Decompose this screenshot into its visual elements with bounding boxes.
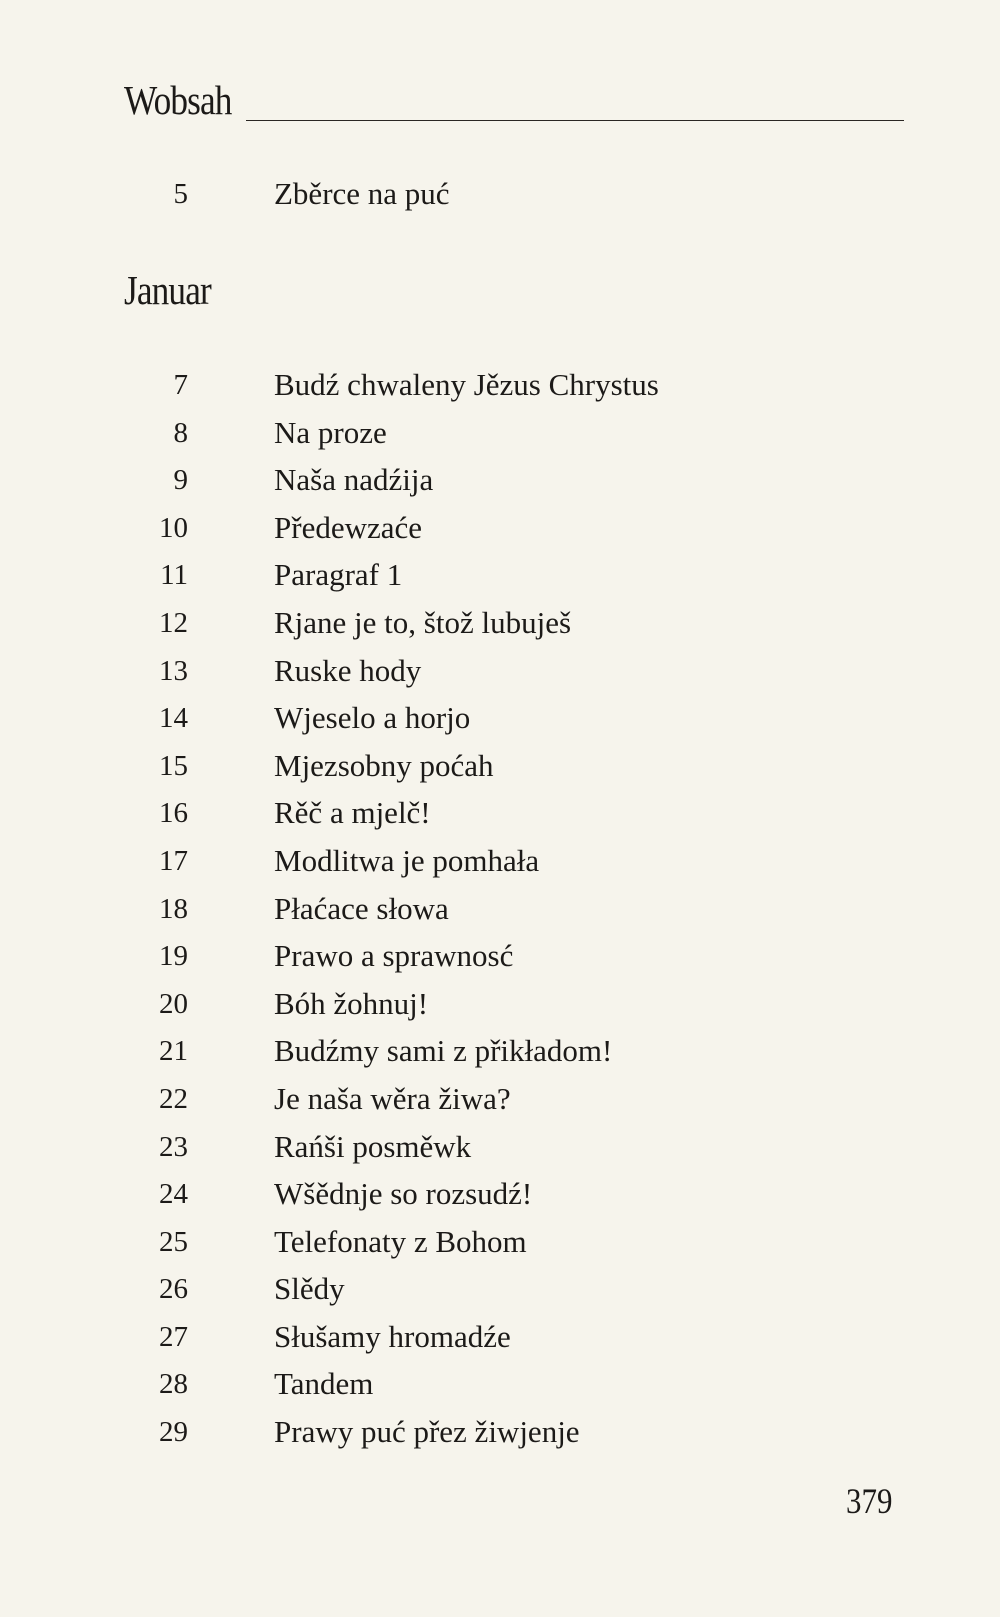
entry-page-number: 29 [159,1416,188,1449]
entry-page-number: 14 [159,702,188,735]
toc-entry [0,1412,1000,1460]
entry-page-number: 22 [159,1082,188,1115]
entry-page-number: 9 [173,464,188,497]
entry-page-number: 18 [159,892,188,925]
entry-title: Je naša wěra žiwa? [274,1080,511,1116]
entry-title: Prawy puć přez žiwjenje [274,1414,580,1450]
toc-entry [0,1269,1000,1317]
toc-entry [0,1222,1000,1270]
toc-entry [0,746,1000,794]
toc-entry [0,460,1000,508]
entry-page-number: 21 [159,1035,188,1068]
entry-page-number: 19 [159,940,188,973]
toc-entry [0,1031,1000,1079]
entry-title: Paragraf 1 [274,557,403,593]
entry-page-number: 10 [159,511,188,544]
entry-page-number: 26 [159,1273,188,1306]
entry-page-number: 8 [173,416,188,449]
heading-rule [246,120,904,121]
entry-page-number: 12 [159,606,188,639]
entry-title: Tandem [274,1366,374,1402]
entry-title: Telefonaty z Bohom [274,1223,527,1259]
entry-title: Předewzaće [274,509,423,545]
entry-page-number: 5 [173,178,188,210]
entry-page-number: 15 [159,749,188,782]
entry-title: Rjane je to, štož lubuješ [274,604,572,640]
heading-row [124,76,904,126]
entry-title: Rańši posměwk [274,1128,472,1164]
entry-page-number: 28 [159,1368,188,1401]
entry-title: Prawo a sprawnosć [274,938,514,974]
toc-entry [0,1317,1000,1365]
entry-page-number: 13 [159,654,188,687]
entry-page-number: 7 [173,369,188,401]
entry-title: Wjeselo a horjo [274,700,471,736]
page-title: Wobsah [124,77,232,123]
entry-page-number: 27 [159,1320,188,1353]
toc-entry [0,698,1000,746]
entry-page-number: 20 [159,987,188,1020]
entry-page-number: 24 [159,1178,188,1211]
toc-entry [0,793,1000,841]
toc-entry [0,936,1000,984]
toc-entry [0,651,1000,699]
entry-title: Rěč a mjelč! [274,795,431,831]
toc-entry [0,841,1000,889]
entry-title: Budź chwaleny Jězus Chrystus [274,367,659,402]
entry-page-number: 16 [159,797,188,830]
entry-title: Slědy [274,1271,345,1307]
entry-title: Budźmy sami z přikładom! [274,1033,613,1069]
toc-entry [0,603,1000,651]
toc-entry [0,1364,1000,1412]
entry-page-number: 25 [159,1225,188,1258]
section-title: Januar [124,267,211,313]
toc-entry [0,1079,1000,1127]
entry-title: Modlitwa je pomhała [274,842,540,878]
entry-title: Naša nadźija [274,462,434,498]
entry-title: Zběrce na puć [274,176,450,211]
toc-entry [0,984,1000,1032]
entry-title: Wšědnje so rozsudź! [274,1176,533,1212]
entry-title: Mjezsobny poćah [274,747,494,783]
entry-page-number: 23 [159,1130,188,1163]
entry-title: Na proze [274,414,387,450]
toc-entry [0,365,1000,413]
entry-page-number: 17 [159,844,188,877]
toc-entry [0,508,1000,556]
toc-entry [0,555,1000,603]
toc-list [0,365,1000,1460]
toc-entry [0,1127,1000,1175]
entry-title: Bóh žohnuj! [274,985,429,1021]
intro-entry [0,174,1000,214]
page-number: 379 [846,1481,893,1521]
entry-page-number: 11 [160,559,188,592]
toc-entry [0,1174,1000,1222]
toc-entry [0,413,1000,461]
toc-entry [0,889,1000,937]
entry-title: Płaćace słowa [274,890,449,926]
entry-title: Słušamy hromadźe [274,1318,511,1354]
entry-title: Ruske hody [274,652,422,688]
